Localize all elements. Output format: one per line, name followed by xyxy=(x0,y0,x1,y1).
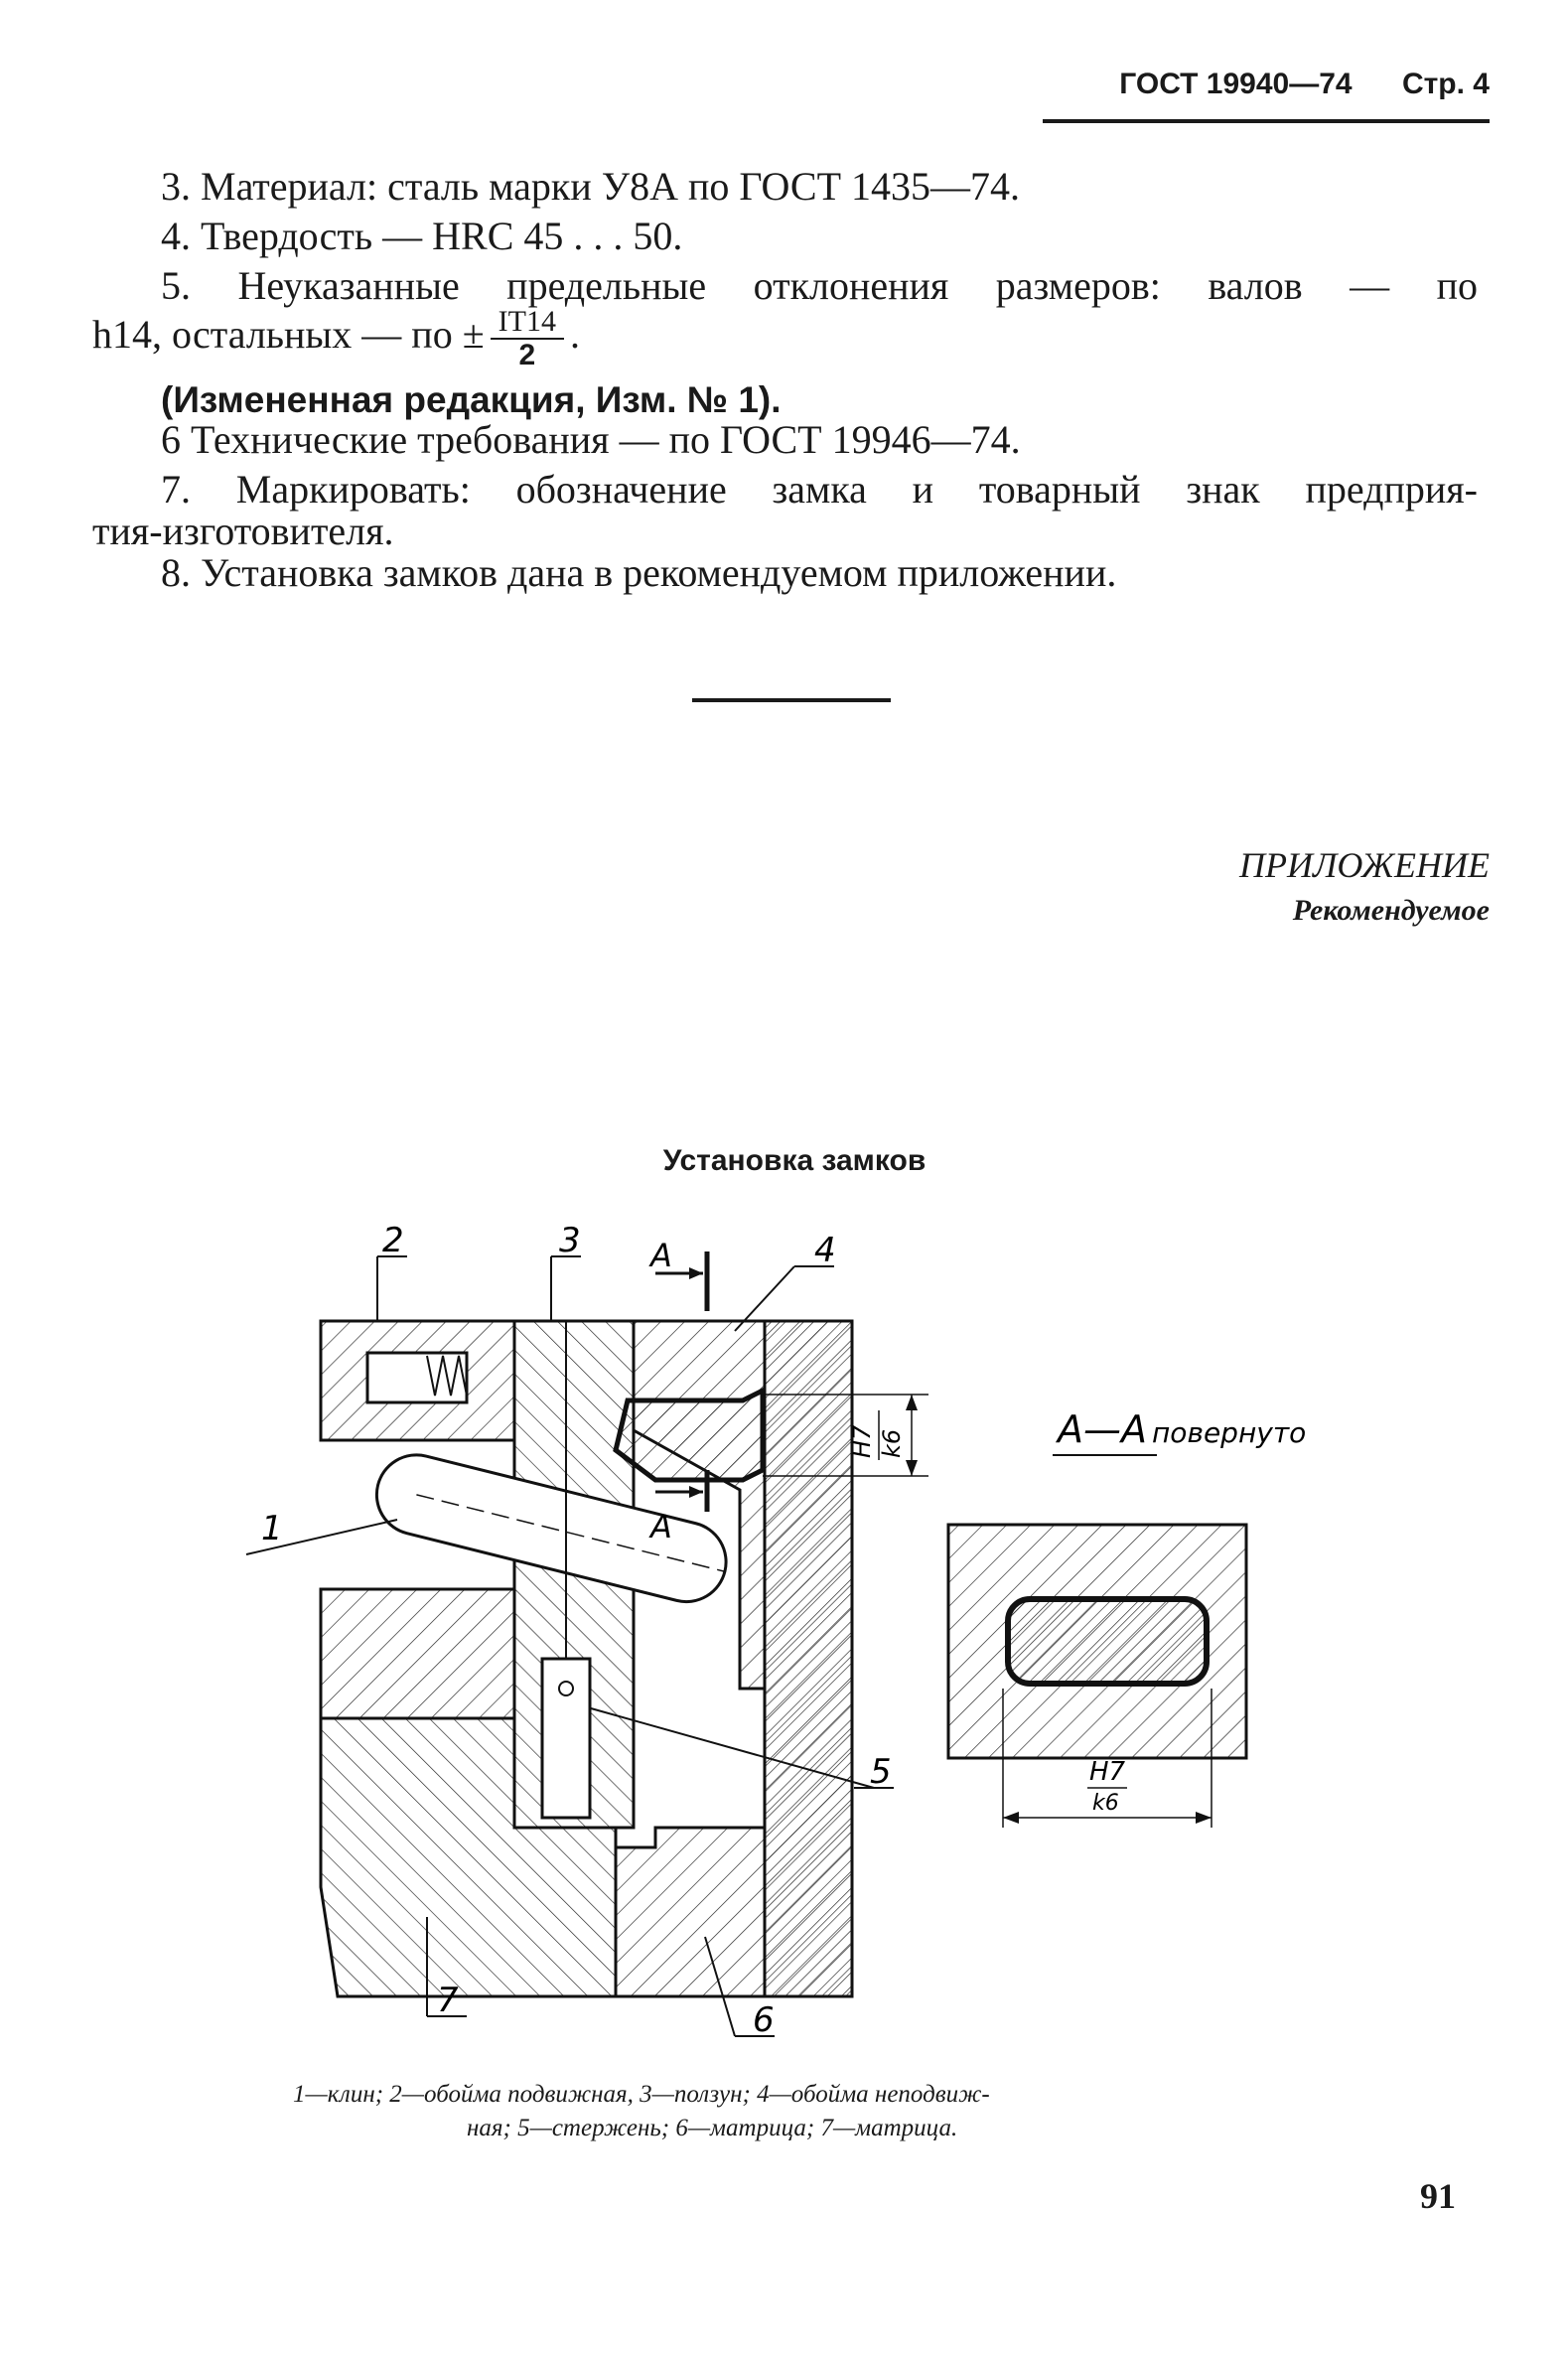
section-letter-bottom: А xyxy=(650,1508,672,1545)
item-6: 6 Технические требования — по ГОСТ 19946—74. xyxy=(161,417,1021,462)
lock-body xyxy=(616,1391,763,1480)
section-letter-top: А xyxy=(650,1237,672,1274)
label-2: 2 xyxy=(382,1221,404,1260)
amendment-note: (Измененная редакция, Изм. № 1). xyxy=(161,379,782,420)
fraction-numerator: IT14 xyxy=(491,306,564,340)
formula-suffix: . xyxy=(570,312,580,358)
standard-number: ГОСТ 19940—74 xyxy=(1119,68,1353,100)
formula-prefix: h14, остальных — по ± xyxy=(92,312,485,358)
item-4: 4. Твердость — HRC 45 . . . 50. xyxy=(161,214,683,258)
lower-left-block xyxy=(321,1589,514,1718)
section-note: повернуто xyxy=(1152,1416,1307,1449)
page-number: 91 xyxy=(1420,2176,1456,2216)
section-lock-profile xyxy=(1008,1599,1207,1684)
fraction-denominator: 2 xyxy=(518,339,536,371)
section-view xyxy=(948,1407,1306,1828)
item-7-continued: тия-изготовителя. xyxy=(92,509,394,553)
caption-line-1: 1—клин; 2—обойма подвижная, 3—ползун; 4—обойма неподвиж- xyxy=(293,2081,990,2108)
die-six xyxy=(616,1828,765,1996)
section-fit-den: k6 xyxy=(1092,1791,1119,1816)
appendix-subtitle: Рекомендуемое xyxy=(1292,894,1490,927)
main-view xyxy=(246,1221,928,2040)
section-title: А—А xyxy=(1058,1407,1147,1451)
fit-label-num: H7 xyxy=(848,1424,876,1458)
figure-title: Установка замков xyxy=(662,1144,927,1177)
appendix-title: ПРИЛОЖЕНИЕ xyxy=(1239,845,1490,885)
label-3: 3 xyxy=(559,1221,581,1260)
item-3: 3. Материал: сталь марки У8А по ГОСТ 1435—74. xyxy=(161,164,1020,209)
label-5: 5 xyxy=(870,1752,892,1792)
fit-label-den: k6 xyxy=(878,1428,906,1458)
caption-line-2: ная; 5—стержень; 6—матрица; 7—матрица. xyxy=(467,2115,958,2141)
fixed-cage-wall xyxy=(765,1321,852,1996)
label-1: 1 xyxy=(261,1509,283,1548)
label-7: 7 xyxy=(437,1981,459,2020)
item-7: 7. Маркировать: обозначение замка и товарный знак предприя- xyxy=(161,467,1478,512)
page-label: Стр. 4 xyxy=(1401,68,1490,100)
label-6: 6 xyxy=(753,2000,775,2040)
item-8: 8. Установка замков дана в рекомендуемом приложении. xyxy=(161,550,1117,595)
section-fit-num: H7 xyxy=(1089,1757,1126,1787)
label-4: 4 xyxy=(814,1231,836,1270)
item-5: 5. Неуказанные предельные отклонения размеров: валов — по xyxy=(161,263,1478,308)
